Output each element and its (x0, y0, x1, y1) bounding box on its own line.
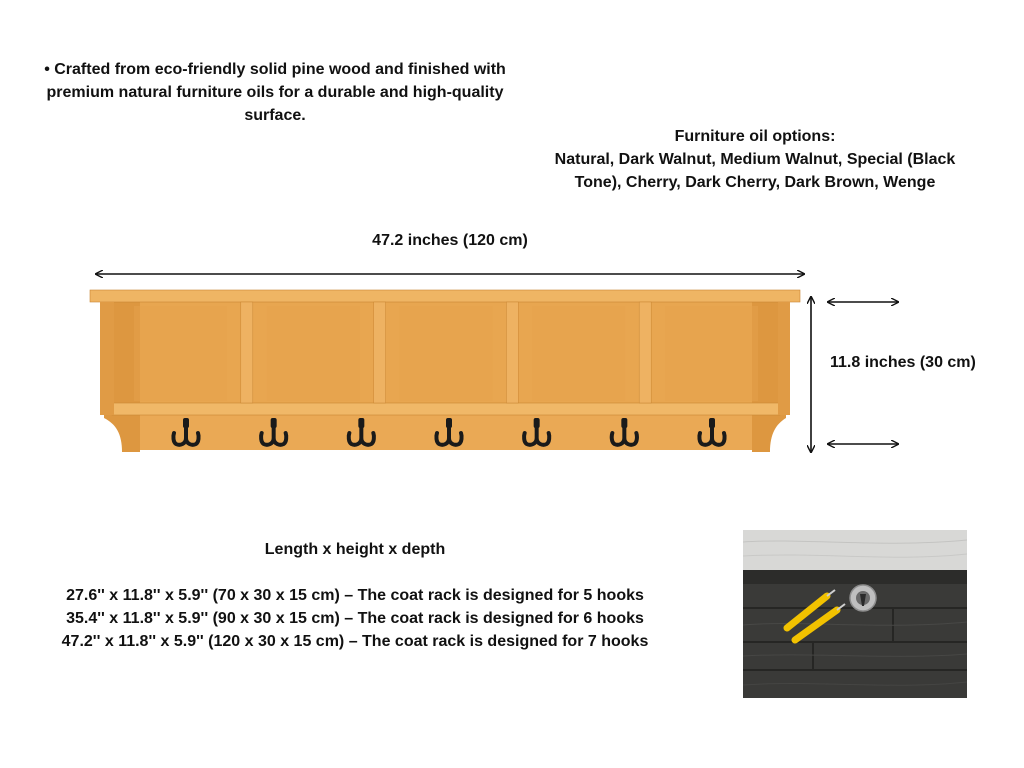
size-option-120cm: 47.2'' x 11.8'' x 5.9'' (120 x 30 x 15 cm) – The coat rack is designed for 7 hooks (61, 633, 649, 650)
cubby-compartment (267, 306, 360, 401)
cubby-compartment (134, 306, 227, 401)
mounting-hardware-photo (743, 530, 967, 698)
dimensions-heading: Length x height x depth (264, 541, 446, 558)
oil-options-heading: Furniture oil options: (674, 128, 836, 145)
width-dimension-label: 47.2 inches (120 cm) (372, 232, 528, 249)
size-option-90cm: 35.4'' x 11.8'' x 5.9'' (90 x 30 x 15 cm) – The coat rack is designed for 6 hooks (66, 610, 644, 627)
oil-options-list: Natural, Dark Walnut, Medium Walnut, Special (Black Tone), Cherry, Dark Cherry, Dark Brown, Wenge (554, 151, 956, 191)
dimensions-block (40, 538, 670, 653)
cubby-divider (639, 302, 651, 403)
cubby-compartment (532, 306, 625, 401)
coat-rack-shelf (90, 290, 800, 452)
wall-anchor-illustration (743, 530, 967, 698)
cubby-divider (374, 302, 386, 403)
intro-text: • Crafted from eco-friendly solid pine wood and finished with premium natural furniture oils for a durable and high-quality surface. (44, 61, 506, 124)
size-option-70cm: 27.6'' x 11.8'' x 5.9'' (70 x 30 x 15 cm) – The coat rack is designed for 5 hooks (66, 587, 644, 604)
cubby-divider (506, 302, 518, 403)
cubby-compartment (665, 306, 758, 401)
height-dimension-label: 11.8 inches (30 cm) (830, 354, 976, 371)
cubby-compartment (400, 306, 493, 401)
cubby-divider (241, 302, 253, 403)
